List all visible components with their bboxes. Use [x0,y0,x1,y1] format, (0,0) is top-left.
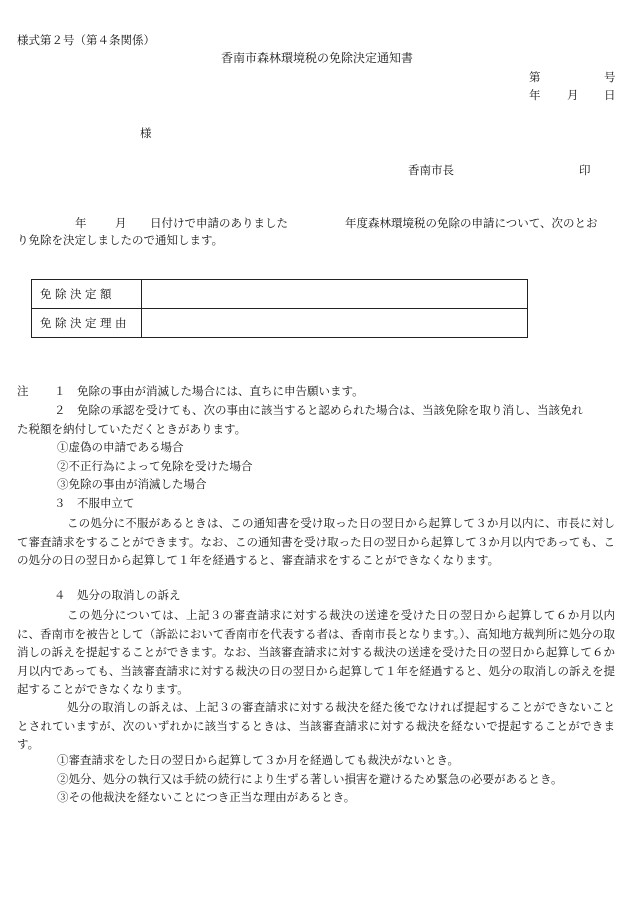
intro-day-text: 日付けで申請のありました [150,216,288,230]
note2-item: ②不正行為によって免除を受けた場合 [57,459,253,473]
note1-text: 免除の事由が消滅した場合には、直ちに申告願います。 [77,384,364,398]
exemption-reason-value [142,309,528,338]
note2-line1: 免除の承認を受けても、次の事由に該当すると認められた場合は、当該免除を取り消し、当該免れ [77,403,583,417]
note4-item: ①審査請求をした日の翌日から起算して３か月を経過しても裁決がないとき。 [57,753,460,767]
note4-body2: 処分の取消しの訴えは、上記３の審査請求に対する裁決を経た後でなければ提起することができないこととされていますが、次のいずれかに該当するときは、当該審査請求に対する裁決を経ないで提起することができます。 [17,700,615,751]
document-title: 香南市森林環境税の免除決定通知書 [221,51,414,65]
date-month-label: 月 [567,88,579,102]
date-year-label: 年 [529,88,541,102]
note2-number: ２ [54,403,66,417]
number-label-dai: 第 [529,70,541,84]
note3-body: この処分に不服があるときは、この通知書を受け取った日の翌日から起算して３か月以内に、市長に対して審査請求をすることができます。なお、この通知書を受け取った日の翌日から起算して３か月以内であっても、この処分の日の翌日から起算して１年を経過すると、審査請求をすることができなくなります。 [17,516,615,567]
date-day-label: 日 [604,88,616,102]
note3-title: 不服申立て [77,496,135,510]
note4-item: ②処分、処分の執行又は手続の続行により生ずる著しい損害を避けるため緊急の必要があるとき。 [57,772,563,786]
recipient-suffix: 様 [140,126,152,140]
seal-mark: 印 [579,163,591,177]
form-number: 様式第２号（第４条関係） [17,33,155,47]
note4-item: ③その他裁決を経ないことにつき正当な理由があるとき。 [57,790,356,804]
table-row [32,309,528,338]
exemption-amount-value [142,280,528,309]
note2-line2: た税額を納付していただくときがあります。 [17,422,247,436]
exemption-table [31,279,528,338]
note2-item: ①虚偽の申請である場合 [57,440,184,454]
note4-title: 処分の取消しの訴え [77,588,181,602]
issuer-name: 香南市長 [408,163,454,177]
intro-month-label: 月 [115,216,127,230]
intro-line2: り免除を決定しましたので通知します。 [17,233,224,247]
note3-number: ３ [54,496,66,510]
notes-marker: 注 [17,384,29,398]
intro-fiscal-text: 年度森林環境税の免除の申請について、次のとお [345,216,598,230]
note1-number: １ [54,384,66,398]
note4-number: ４ [54,588,66,602]
intro-year-label: 年 [75,216,87,230]
note2-item: ③免除の事由が消滅した場合 [57,477,207,491]
exemption-reason-label: 免除決定理由 [32,309,142,338]
exemption-amount-label: 免除決定額 [32,280,142,309]
number-label-go: 号 [604,70,616,84]
table-row [32,280,528,309]
note4-body1: この処分については、上記３の審査請求に対する裁決の送達を受けた日の翌日から起算して６か月以内に、香南市を被告として（訴訟において香南市を代表する者は、香南市長となります。）、高知地方裁判所に処分の取消しの訴えを提起することができます。なお、当該審査請求に対する裁決の送達を受けた日の翌日から起算して６か月以内であっても、当該審査請求に対する裁決の日の翌日から起算して１年を経過すると、処分の取消しの訴えを提起することができなくなります。 [17,608,615,696]
